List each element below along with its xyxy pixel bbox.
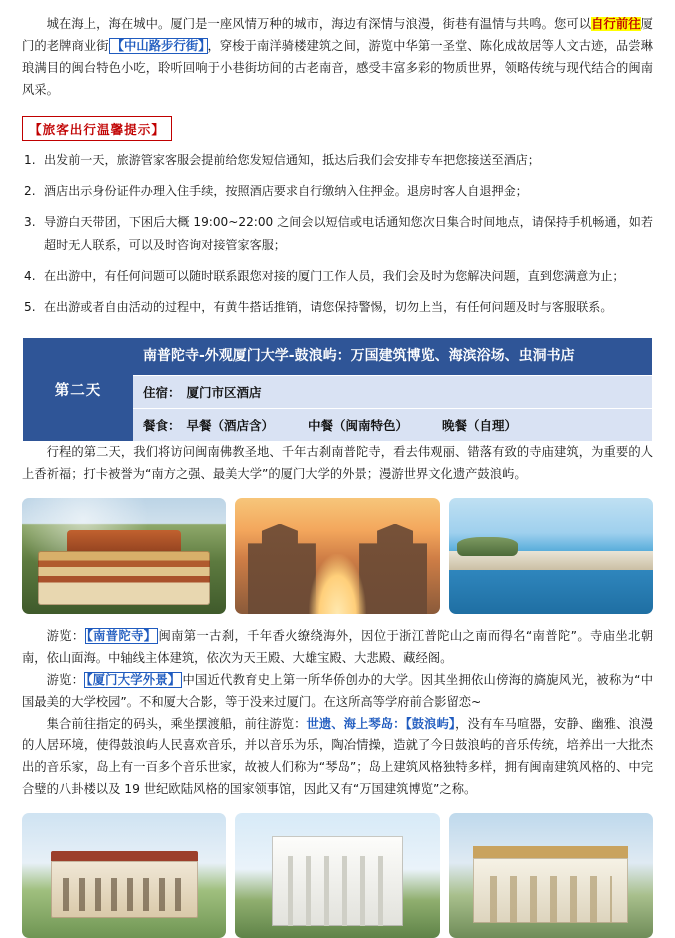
list-item: 酒店出示身份证件办理入住手续，按照酒店要求自行缴纳入住押金。退房时客人自退押金； [44,183,528,198]
gulangyu-link[interactable]: 世遗、海上琴岛：【鼓浪屿】 [306,716,456,731]
gulangyu-coast-photo [449,498,653,614]
accommodation-row [133,376,652,409]
intro-paragraph [22,14,653,102]
visit-prefix: 游览： [46,629,85,643]
nanputuo-link[interactable]: 【南普陀寺】 [86,629,157,643]
day-header-block [22,337,653,443]
meals-row [133,409,652,441]
photo-row-1 [22,498,653,614]
nanputuo-paragraph [22,626,653,670]
colonial-building-photo [235,813,439,938]
list-item: 出发前一天，旅游管家客服会提前给您发短信通知，抵达后我们会安排专车把您接送至酒店； [44,152,540,167]
photo-row-2 [22,813,653,938]
list-item: 在出游或者自由活动的过程中，有黄牛搭话推销，请您保持警惕，切勿上当，有任何问题及时与客服联系。 [44,300,613,315]
list-item: 在出游中，有任何问题可以随时联系跟您对接的厦门工作人员，我们会及时为您解决问题，直到您满意为止； [44,268,625,283]
zhongshan-road-link[interactable]: 【中山路步行街】 [109,38,208,54]
day-details [133,338,652,442]
meals-label: 餐食： [143,418,181,434]
visit-prefix: 游览： [46,672,85,687]
xiamen-university-gate-photo [235,498,439,614]
gulangyu-paragraph [22,714,653,802]
xmu-link[interactable]: 【厦门大学外景】 [86,672,181,687]
self-travel-highlight: 自行前往 [591,17,641,31]
gulangyu-villa-photo [22,813,226,938]
western-architecture-photo [449,813,653,938]
intro-mid1: 厦门的老牌商业街 [22,17,653,53]
meal-dinner: 晚餐（自理） [442,418,518,434]
gulangyu-prefix: 集合前往指定的码头，乘坐摆渡船，前往游览： [46,716,307,731]
day-intro-paragraph: 行程的第二天，我们将访问闽南佛教圣地、千年古刹南普陀寺，看去伟观丽、错落有致的寺庙建筑，为重要的人上香祈福；打卡被誉为“南方之强、最美大学”的厦门大学的外景；漫游世界文化遗产鼓浪屿。 [22,445,653,482]
day-label: 第二天 [23,338,133,442]
meal-breakfast: 早餐（酒店含） [186,418,275,434]
xmu-text: 中国近代教育史上第一所华侨创办的大学。因其坐拥依山傍海的旖旎风光，被称为“中国最美的大学校园”。不和厦大合影，等于没来过厦门。在这所高等学府前合影留恋~ [22,672,653,709]
list-item: 导游白天带团，下困后大概 19:00~22:00 之间会以短信或电话通知您次日集合时间地点，请保持手机畅通，如若超时无人联系，可以及时咨询对接管家客服； [44,215,653,252]
tips-title: 【旅客出行温馨提示】 [22,116,172,141]
nanputuo-text: 闽南第一古刹，千年香火缭绕海外，因位于浙江普陀山之南而得名“南普陀”。寺庙坐北朝南，依山面海。中轴线主体建筑，依次为天王殿、大雄宝殿、大悲殿、藏经阁。 [22,629,653,665]
day-title: 南普陀寺-外观厦门大学-鼓浪屿：万国建筑博览、海滨浴场、虫洞书店 [133,338,652,377]
intro-mid2: ，穿梭于南洋骑楼建筑之间，游览中华第一圣堂、陈化成故居等人文古迹，品尝琳琅满目的闽台特色小吃，聆听回响于小巷街坊间的古老南音，感受丰富多彩的物质世界，领略传统与现代结合的闽南风采。 [22,38,653,97]
gulangyu-text: ，没有车马喧器，安静、幽雅、浪漫的人居环境，使得鼓浪屿人民喜欢音乐，并以音乐为乐，陶冶情操，造就了今日鼓浪屿的音乐传统，培养出一大批杰出的音乐家，岛上有一百多个音乐世家，故被人们称为“琴岛”；岛上建筑风格独特多样，拥有闽南建筑风格的、中完合璧的八卦楼以及 19 世纪欧陆风格的国家领事馆，因此又有“万国建筑博览”之称。 [22,716,653,797]
meal-lunch: 中餐（闽南特色） [308,418,409,434]
tips-list [22,149,653,319]
accommodation-value: 厦门市区酒店 [186,385,262,401]
accommodation-label: 住宿： [143,385,181,401]
nanputuo-temple-photo [22,498,226,614]
intro-lead: 城在海上，海在城中。厦门是一座风情万种的城市，海边有深情与浪漫，街巷有温情与共鸣。您可以 [46,17,592,31]
xmu-paragraph [22,670,653,714]
